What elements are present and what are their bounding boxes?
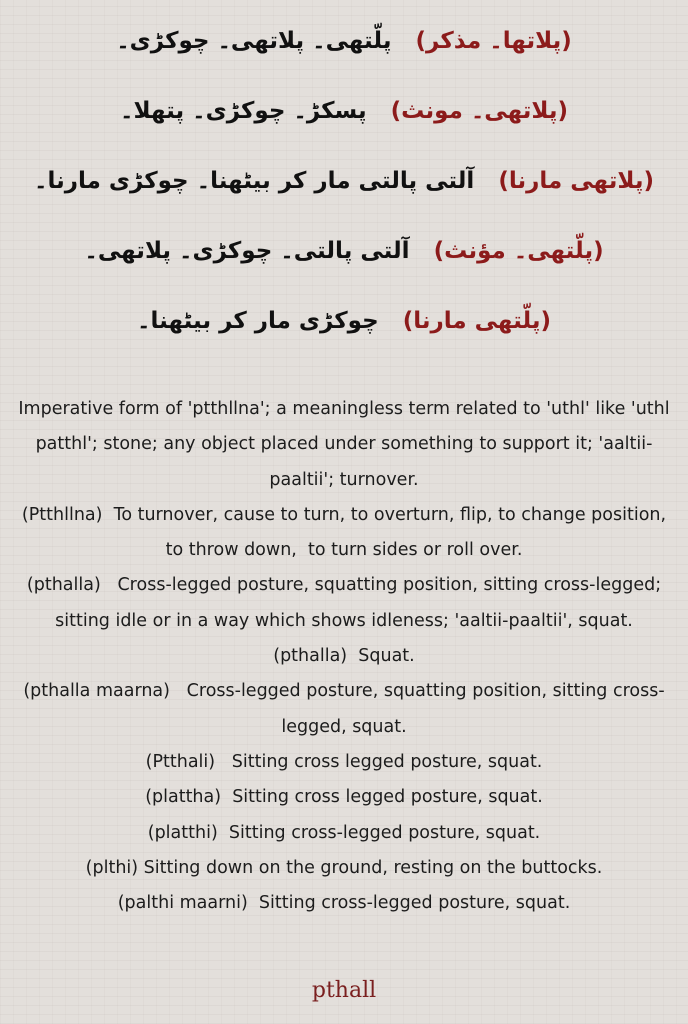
urdu-line-term: (پلاتھی۔ مونث) <box>390 98 568 124</box>
english-definition: (pthalla) Squat. <box>273 646 415 667</box>
urdu-line-meaning: آلتی پالتی مار کر بیٹھنا۔ چوکڑی مارنا۔ <box>34 168 475 194</box>
urdu-definitions <box>0 0 688 354</box>
english-definition: (pthalla) Cross-legged posture, squatting position, sitting cross-legged; sitting idle or in a way which shows idleness; 'aaltii-paaltii', squat. <box>26 575 667 631</box>
english-definition: (Ptthali) Sitting cross legged posture, squat. <box>145 751 543 772</box>
urdu-line <box>0 238 688 284</box>
urdu-line-term: (پلّتھی۔ مؤنث) <box>433 238 604 264</box>
urdu-line-meaning: چوکڑی مار کر بیٹھنا۔ <box>136 308 379 334</box>
urdu-line-meaning: آلتی پالتی۔ چوکڑی۔ پلاتھی۔ <box>84 238 410 264</box>
english-definition: (plattha) Sitting cross legged posture, squat. <box>145 787 543 808</box>
english-definition: Imperative form of 'ptthllna'; a meaningless term related to 'uthl' like 'uthl patthl'; stone; any object placed under something to support it; 'aaltii-paaltii'; turnover. <box>18 399 676 490</box>
urdu-line <box>0 168 688 214</box>
english-definition: (palthi maarni) Sitting cross-legged posture, squat. <box>117 893 571 914</box>
urdu-line <box>0 28 688 74</box>
urdu-line-term: (پلاتھا۔ مذکر) <box>415 28 572 54</box>
urdu-line-meaning: پسکڑ۔ چوکڑی۔ پتھلا۔ <box>120 98 367 124</box>
urdu-line-term: (پلّتھی مارنا) <box>402 308 552 334</box>
urdu-line <box>0 98 688 144</box>
urdu-line <box>0 308 688 354</box>
english-definitions <box>0 392 688 921</box>
urdu-line-term: (پلاتھی مارنا) <box>498 168 654 194</box>
english-definition: (plthi) Sitting down on the ground, resting on the buttocks. <box>85 857 603 878</box>
urdu-line-meaning: پلّتھی۔ پلاتھی۔ چوکڑی۔ <box>116 28 392 54</box>
english-definition: (pthalla maarna) Cross-legged posture, squatting position, sitting cross-legged, squat. <box>23 681 665 737</box>
english-definition: (platthi) Sitting cross-legged posture, squat. <box>147 822 541 843</box>
english-definition: (Ptthllna) To turnover, cause to turn, to overturn, flip, to change position, to throw down, to turn sides or roll over. <box>21 504 672 561</box>
headword-footer: pthall <box>311 978 377 1003</box>
